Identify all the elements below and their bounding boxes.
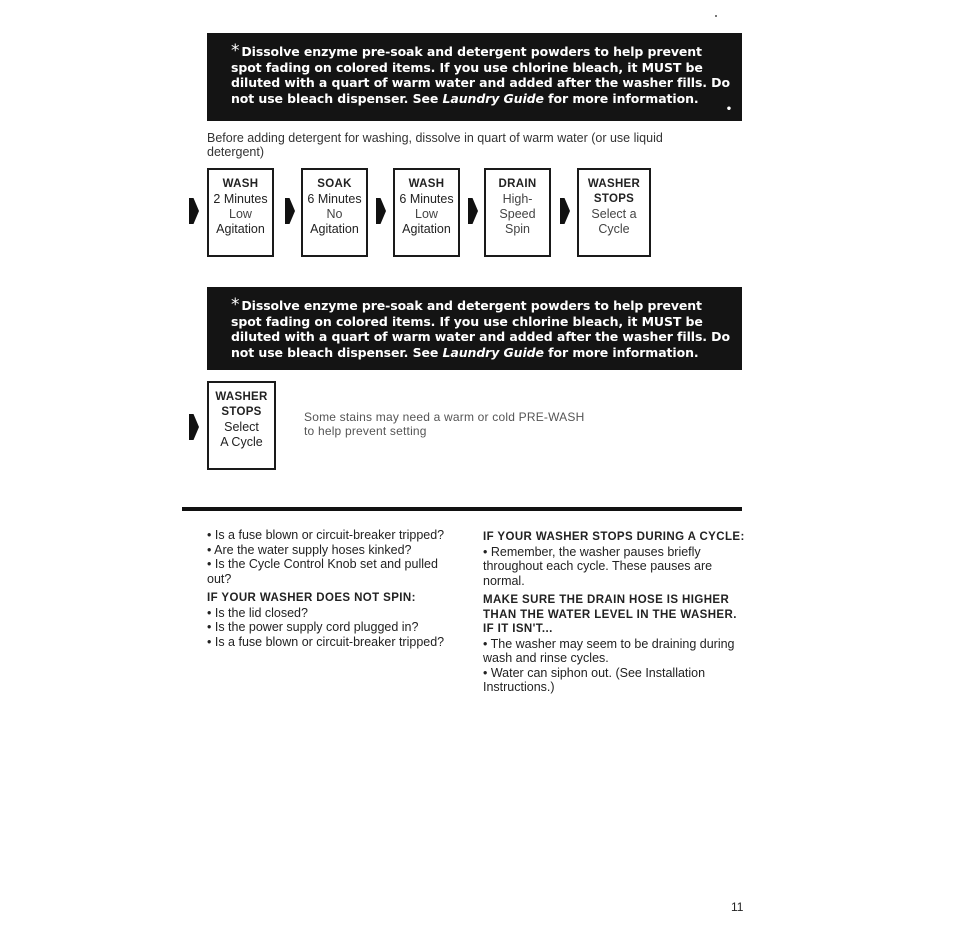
box-title: WASHER: [587, 178, 641, 190]
asterisk-icon: *: [231, 41, 240, 61]
arrow-right-icon: [189, 198, 199, 224]
section-heading: IF YOUR WASHER DOES NOT SPIN:: [207, 592, 416, 604]
box-line: 6 Minutes: [307, 192, 362, 206]
section-heading: IF YOUR WASHER STOPS DURING A CYCLE:: [483, 531, 745, 543]
laundry-guide-reference: Laundry Guide: [442, 344, 544, 360]
arrow-right-icon: [376, 198, 386, 224]
box-line: 2 Minutes: [213, 192, 268, 206]
cycle-box-drain: [484, 168, 551, 257]
checklist-item: • Are the water supply hoses kinked?: [207, 542, 412, 557]
box-subtitle: STOPS: [593, 193, 635, 205]
detergent-note: Before adding detergent for washing, dissolve in quart of warm water (or use liquid detergent): [207, 131, 663, 159]
box-title: WASH: [408, 178, 445, 190]
checklist-item: • Water can siphon out. (See Installation Instructions.): [483, 665, 706, 694]
box-title: SOAK: [317, 178, 352, 190]
box-line: Cycle: [598, 222, 630, 236]
checklist-item: • Is a fuse blown or circuit-breaker tripped?: [207, 528, 445, 542]
box-line: No: [326, 207, 343, 221]
prewash-note: [304, 410, 664, 438]
banner-text: Dissolve enzyme pre-soak and detergent powders to help prevent spot fading on colored items. If you use chlorine bleach, it MUST be diluted with a quart of warm water and added after the washer fills. Do not use bleach dispenser. See: [231, 44, 730, 106]
page-number: 11: [731, 900, 744, 914]
cycle-box-wash-1: [207, 168, 274, 257]
box-subtitle: STOPS: [221, 406, 262, 418]
arrow-right-icon: [560, 198, 570, 224]
section-heading: MAKE SURE THE DRAIN HOSE IS HIGHER THAN THE WATER LEVEL IN THE WASHER. IF IT ISN'T...: [483, 594, 737, 635]
prewash-line: to help prevent setting: [304, 424, 427, 438]
prewash-line: Some stains may need a warm or cold PRE-WASH: [304, 410, 585, 424]
troubleshooting-right-column: [483, 530, 748, 695]
enzyme-warning-banner-top: [207, 33, 742, 121]
box-line: High-: [502, 192, 533, 206]
box-title: WASHER: [215, 391, 268, 403]
box-line: Select: [224, 420, 259, 434]
arrow-right-icon: [468, 198, 478, 224]
box-title: WASH: [222, 178, 259, 190]
enzyme-warning-banner-bottom: [207, 287, 742, 370]
cycle-box-wash-2: [393, 168, 460, 257]
section-divider: [182, 507, 742, 511]
checklist-item: • The washer may seem to be draining during wash and rinse cycles.: [483, 636, 735, 665]
banner-text: Dissolve enzyme pre-soak and detergent powders to help prevent spot fading on colored items. If you use chlorine bleach, it MUST be diluted with a quart of warm water and added after the washer fills. Do not use bleach dispenser. See: [231, 298, 730, 360]
cycle-box-soak: [301, 168, 368, 257]
arrow-right-icon: [189, 414, 199, 440]
box-line: A Cycle: [220, 435, 263, 449]
box-line: Spin: [504, 222, 531, 236]
checklist-item: • Remember, the washer pauses briefly throughout each cycle. These pauses are normal.: [483, 544, 713, 588]
box-line: Speed: [499, 207, 536, 221]
box-line: 6 Minutes: [399, 192, 454, 206]
arrow-right-icon: [285, 198, 295, 224]
box-line: Low: [415, 207, 438, 221]
asterisk-icon: *: [231, 295, 240, 315]
banner-text-tail: for more information.: [548, 344, 699, 360]
banner-dot: •: [725, 103, 732, 115]
checklist-item: • Is a fuse blown or circuit-breaker tripped?: [207, 634, 445, 649]
washer-stops-box: [207, 381, 276, 470]
troubleshooting-left-column: [207, 528, 462, 649]
checklist-item: • Is the lid closed?: [207, 605, 308, 620]
box-line: Agitation: [216, 222, 265, 236]
page-speck: [715, 15, 717, 17]
box-line: Agitation: [310, 222, 359, 236]
checklist-item: • Is the Cycle Control Knob set and pulled out?: [207, 557, 438, 586]
box-title: DRAIN: [498, 178, 537, 190]
laundry-guide-reference: Laundry Guide: [442, 90, 544, 106]
box-line: Select a: [591, 207, 637, 221]
cycle-box-washer-stops: [577, 168, 651, 257]
box-line: Low: [229, 207, 252, 221]
box-line: Agitation: [402, 222, 451, 236]
banner-text-tail: for more information.: [548, 90, 699, 106]
checklist-item: • Is the power supply cord plugged in?: [207, 620, 419, 634]
